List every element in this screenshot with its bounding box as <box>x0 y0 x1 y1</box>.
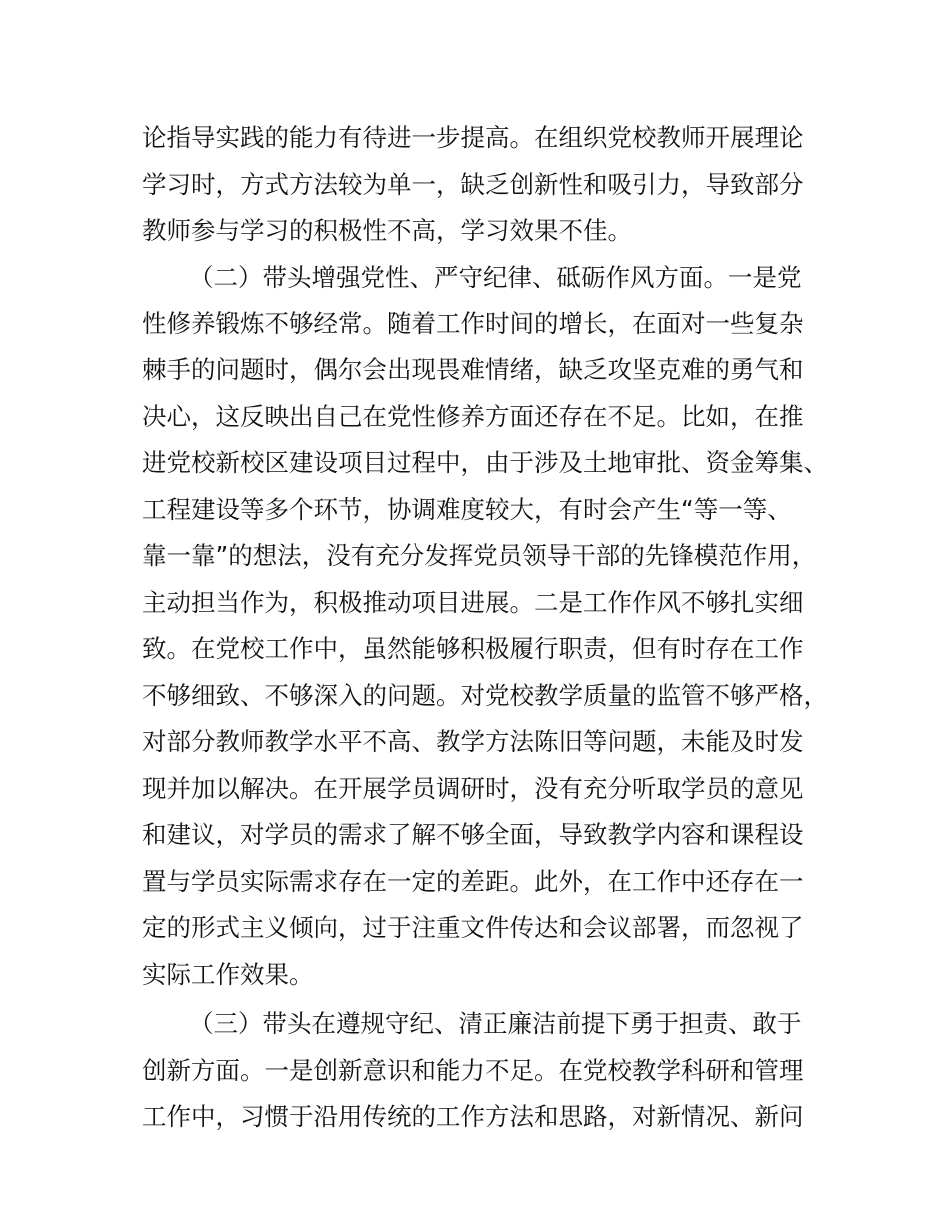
paragraph-2-line-6: 工程建设等多个环节，协调难度较大，有时会产生“等一等、 <box>142 495 792 524</box>
paragraph-2-line-14: 置与学员实际需求存在一定的差距。此外，在工作中还存在一 <box>142 867 804 896</box>
paragraph-2-line-5: 进党校新校区建设项目过程中，由于涉及土地审批、资金筹集、 <box>142 448 828 477</box>
paragraph-2-line-12: 现并加以解决。在开展学员调研时，没有充分听取学员的意见 <box>142 774 804 803</box>
paragraph-2-line-2: 性修养锻炼不够经常。随着工作时间的增长，在面对一些复杂 <box>142 309 804 338</box>
paragraph-2-line-7: 靠一靠”的想法，没有充分发挥党员领导干部的先锋模范作用， <box>142 541 817 570</box>
paragraph-1-line-2: 学习时，方式方法较为单一，缺乏创新性和吸引力，导致部分 <box>142 170 804 199</box>
paragraph-2-line-13: 和建议，对学员的需求了解不够全面，导致教学内容和课程设 <box>142 820 804 849</box>
paragraph-2-line-3: 棘手的问题时，偶尔会出现畏难情绪，缺乏攻坚克难的勇气和 <box>142 355 804 384</box>
paragraph-2-line-8: 主动担当作为，积极推动项目进展。二是工作作风不够扎实细 <box>142 588 804 617</box>
paragraph-2-line-15: 定的形式主义倾向，过于注重文件传达和会议部署，而忽视了 <box>142 913 804 942</box>
paragraph-2-line-11: 对部分教师教学水平不高、教学方法陈旧等问题，未能及时发 <box>142 727 804 756</box>
paragraph-2-line-1: （二）带头增强党性、严守纪律、砥砺作风方面。一是党 <box>189 263 802 292</box>
paragraph-2-line-9: 致。在党校工作中，虽然能够积极履行职责，但有时存在工作 <box>142 634 804 663</box>
paragraph-3-line-1: （三）带头在遵规守纪、清正廉洁前提下勇于担责、敢于 <box>189 1009 802 1038</box>
paragraph-2-line-10: 不够细致、不够深入的问题。对党校教学质量的监管不够严格， <box>142 681 828 710</box>
paragraph-3-line-3: 工作中，习惯于沿用传统的工作方法和思路，对新情况、新问 <box>142 1102 804 1131</box>
paragraph-3-line-2: 创新方面。一是创新意识和能力不足。在党校教学科研和管理 <box>142 1056 804 1085</box>
paragraph-2-line-4: 决心，这反映出自己在党性修养方面还存在不足。比如，在推 <box>142 402 804 431</box>
paragraph-2-line-16: 实际工作效果。 <box>142 960 314 989</box>
paragraph-1-line-1: 论指导实践的能力有待进一步提高。在组织党校教师开展理论 <box>142 123 804 152</box>
paragraph-1-line-3: 教师参与学习的积极性不高，学习效果不佳。 <box>142 216 632 245</box>
